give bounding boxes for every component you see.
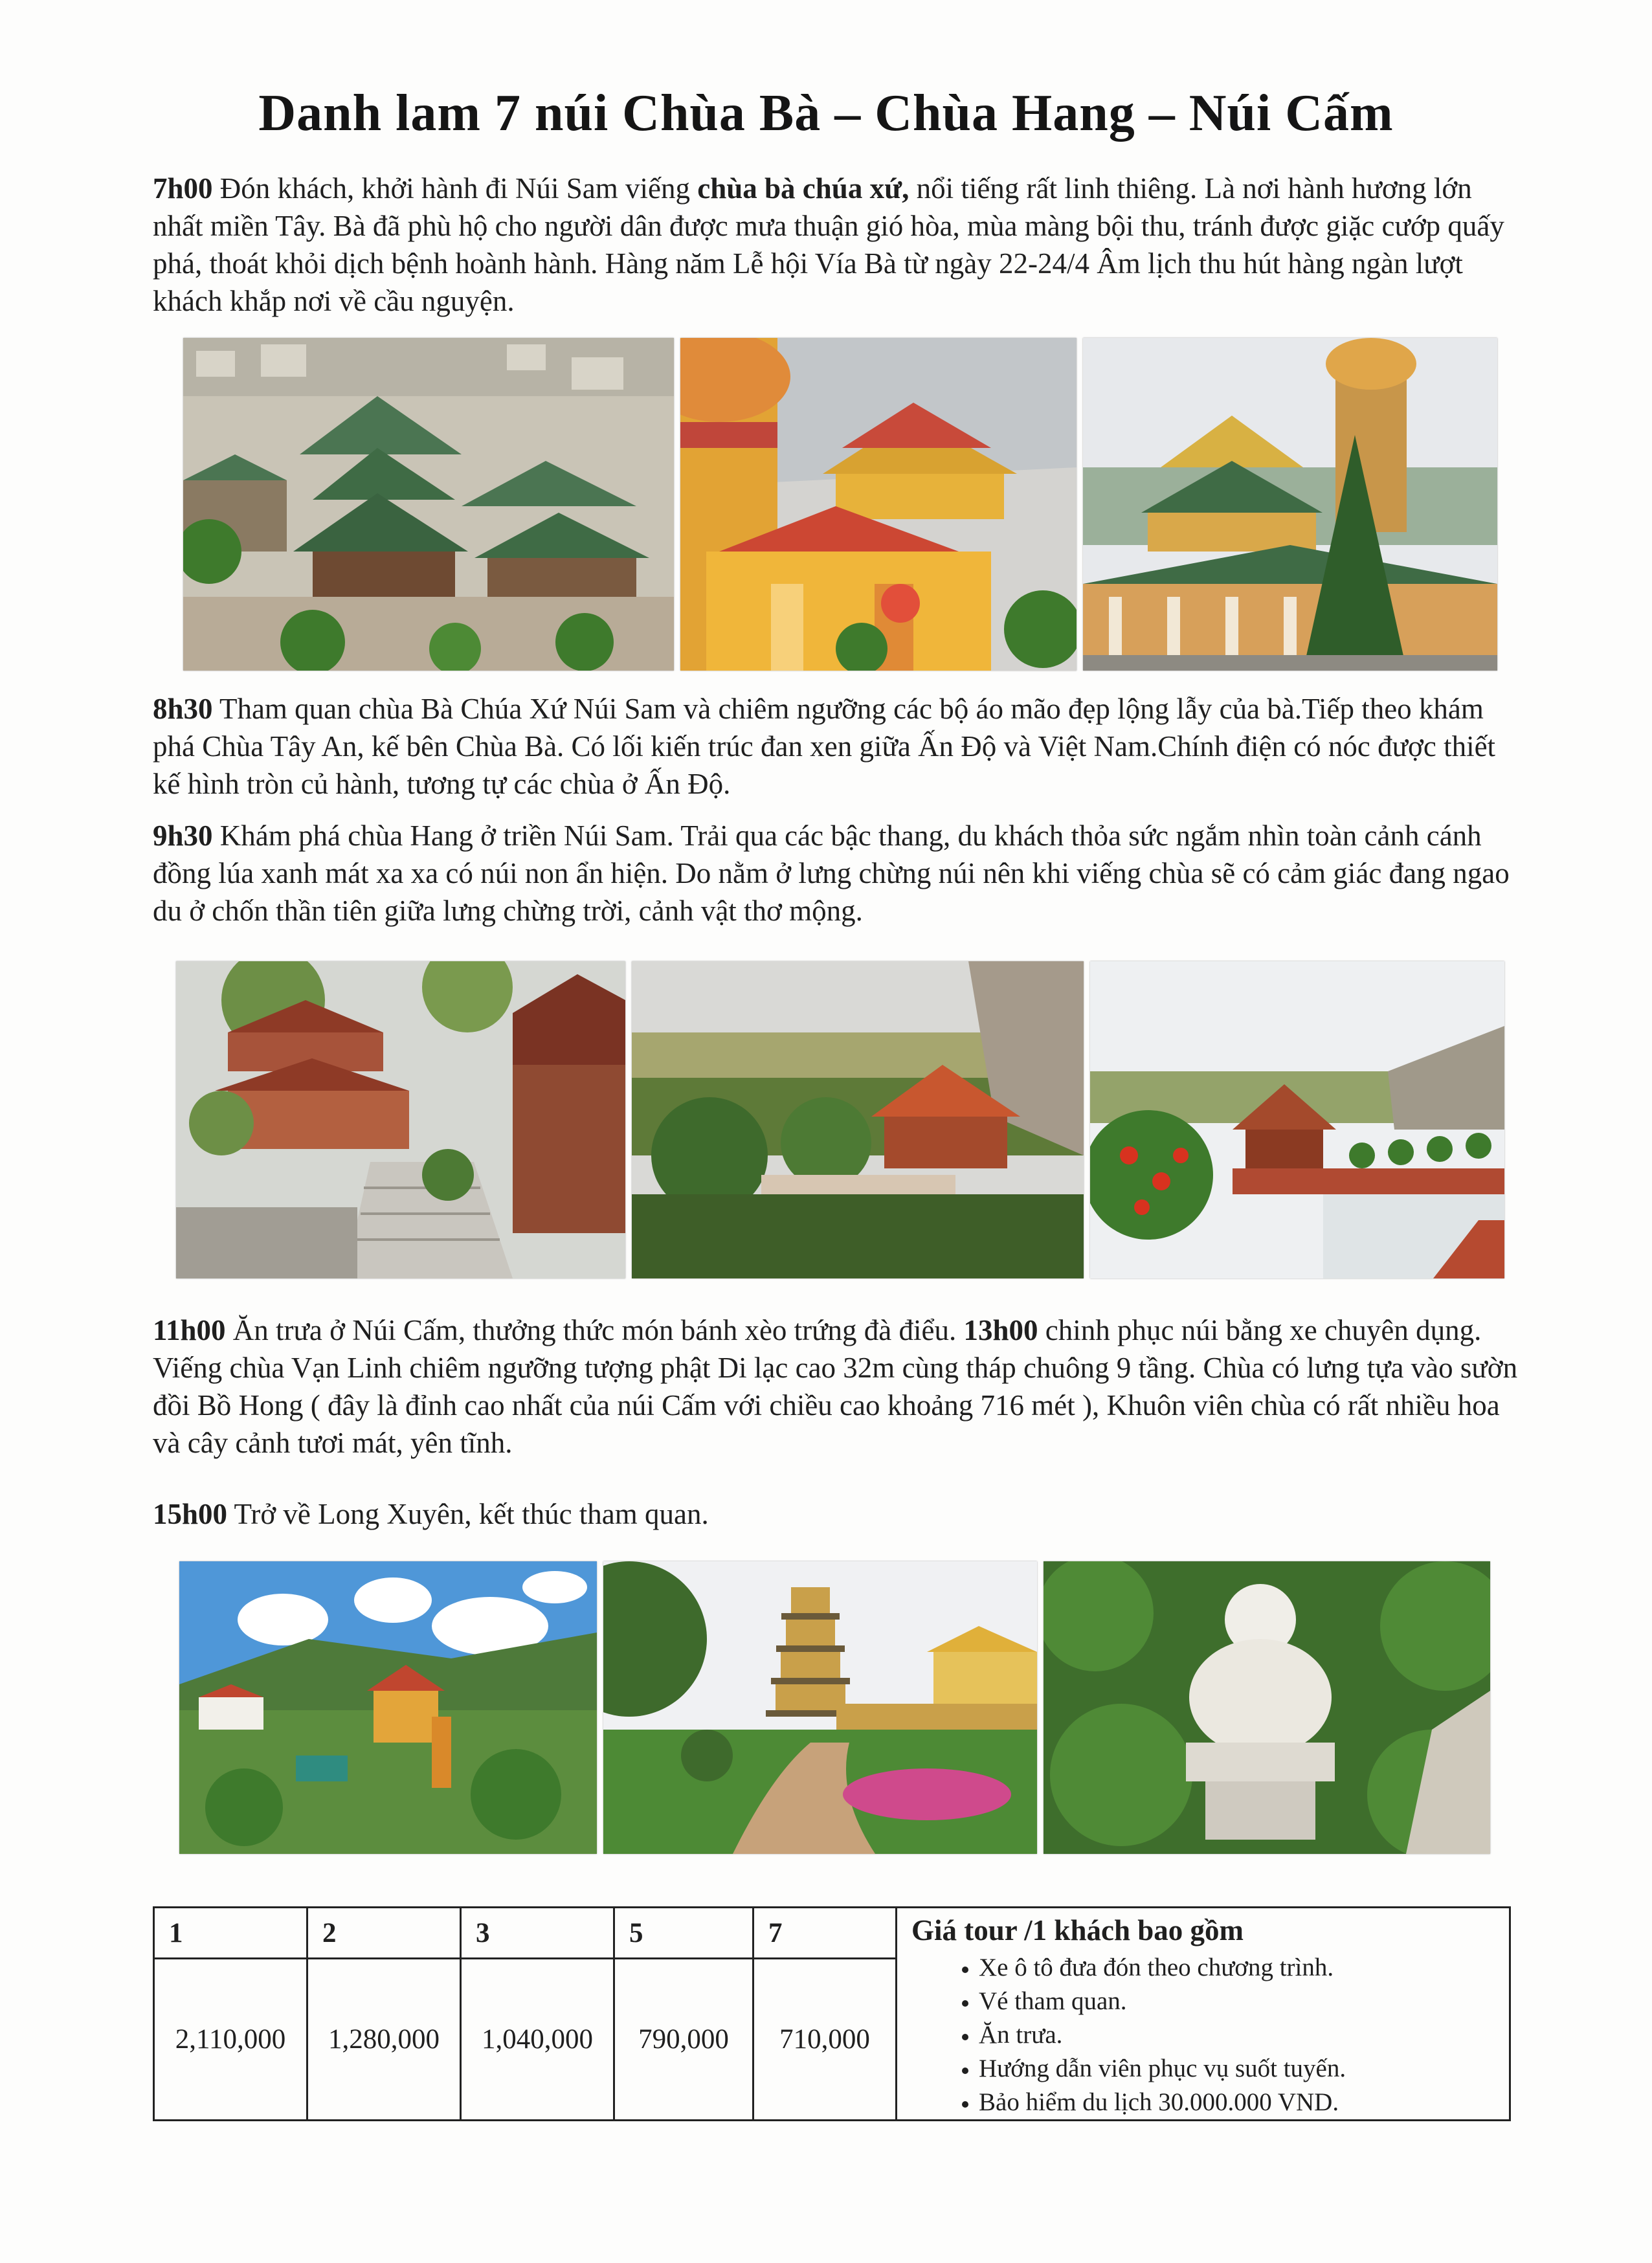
schedule-text: Ăn trưa ở Núi Cấm, thưởng thức món bánh xèo trứng đà điểu.: [225, 1314, 964, 1346]
group-size-1-header: 1: [154, 1908, 307, 1959]
schedule-time: 13h00: [963, 1314, 1038, 1346]
photo-chua-hang-view: [632, 961, 1084, 1278]
price-table: [153, 1906, 1511, 2121]
price-cell: 1,040,000: [461, 1959, 614, 2121]
photo-van-linh-pagoda: [603, 1561, 1037, 1854]
schedule-time: 7h00: [153, 172, 213, 205]
page-title: Danh lam 7 núi Chùa Bà – Chùa Hang – Núi Cấm: [258, 85, 1394, 142]
include-item: • Vé tham quan.: [979, 1985, 1502, 2018]
tour-includes-title: Giá tour /1 khách bao gồm: [911, 1914, 1244, 1946]
group-size-5-header: 5: [614, 1908, 753, 1959]
schedule-highlight: chùa bà chúa xứ,: [697, 172, 910, 205]
include-item: • Ăn trưa.: [979, 2018, 1502, 2052]
group-size-2-header: 2: [307, 1908, 461, 1959]
include-item: • Bảo hiểm du lịch 30.000.000 VND.: [979, 2086, 1502, 2119]
group-size-3-header: 3: [461, 1908, 614, 1959]
photo-buddha-statue: [1044, 1561, 1490, 1854]
photo-tay-an-front: [1083, 338, 1497, 671]
schedule-item-7h00: [153, 170, 1520, 320]
schedule-item-9h30: [153, 817, 1520, 930]
photo-row-nui-cam: [179, 1561, 1490, 1854]
photo-row-chua-hang: [176, 961, 1504, 1278]
photo-row-chua-ba: [183, 338, 1497, 671]
photo-chua-ba-aerial: [183, 338, 674, 671]
schedule-time: 11h00: [153, 1314, 226, 1346]
schedule-time: 8h30: [153, 693, 213, 725]
schedule-text: chinh phục núi bằng xe chuyên dụng. Viếng chùa Vạn Linh chiêm ngưỡng tượng phật Di lạc cao 32m cùng tháp chuông 9 tầng. Chùa có lưng tựa vào sườn đồi Bồ Hong ( đây là đỉnh cao nhất của núi Cấm với chiều cao khoảng 716 mét ), Khuôn viên chùa có rất nhiều hoa và cây cảnh tươi mát, yên tĩnh.: [153, 1314, 1518, 1459]
include-item: • Hướng dẫn viên phục vụ suốt tuyến.: [979, 2052, 1502, 2086]
photo-nui-cam-landscape: [179, 1561, 597, 1854]
schedule-text: Khám phá chùa Hang ở triền Núi Sam. Trải qua các bậc thang, du khách thỏa sức ngắm nhìn toàn cảnh cánh đồng lúa xanh mát xa xa có núi non ẩn hiện. Do nằm ở lưng chừng núi nên khi viếng chùa sẽ có cảm giác đang ngao du ở chốn thần tiên giữa lưng chừng trời, cảnh vật thơ mộng.: [153, 819, 1510, 927]
schedule-text: Trở về Long Xuyên, kết thúc tham quan.: [227, 1498, 709, 1530]
photo-chua-hang-stairs: [176, 961, 625, 1278]
include-item: • Xe ô tô đưa đón theo chương trình.: [979, 1951, 1502, 1985]
price-cell: 1,280,000: [307, 1959, 461, 2121]
schedule-item-11h00: [153, 1311, 1520, 1462]
schedule-time: 9h30: [153, 819, 213, 852]
schedule-item-8h30: [153, 690, 1520, 803]
group-size-7-header: 7: [753, 1908, 897, 1959]
tour-includes: [897, 1908, 1510, 2121]
schedule-time: 15h00: [153, 1498, 228, 1530]
photo-chua-hang-pavilion: [1090, 961, 1504, 1278]
price-table-header-row: [154, 1908, 1510, 1959]
schedule-item-15h00: [153, 1495, 1520, 1533]
schedule-text: Đón khách, khởi hành đi Núi Sam viếng: [212, 172, 698, 205]
price-cell: 710,000: [753, 1959, 897, 2121]
price-cell: 790,000: [614, 1959, 753, 2121]
photo-tay-an-temple: [680, 338, 1077, 671]
tour-includes-list: [911, 1951, 1502, 2119]
schedule-text: nổi tiếng rất linh thiêng. Là nơi hành hương lớn nhất miền Tây. Bà đã phù hộ cho người dân được mưa thuận gió hòa, mùa màng bội thu, tránh được giặc cướp quấy phá, thoát khỏi dịch bệnh hoành hành. Hàng năm Lễ hội Vía Bà từ ngày 22-24/4 Âm lịch thu hút hàng ngàn lượt khách khắp nơi về cầu nguyện.: [153, 172, 1504, 317]
price-cell: 2,110,000: [154, 1959, 307, 2121]
schedule-text: Tham quan chùa Bà Chúa Xứ Núi Sam và chiêm ngưỡng các bộ áo mão đẹp lộng lẫy của bà.Tiếp theo khám phá Chùa Tây An, kế bên Chùa Bà. Có lối kiến trúc đan xen giữa Ấn Độ và Việt Nam.Chính điện có nóc được thiết kế hình tròn củ hành, tương tự các chùa ở Ấn Độ.: [153, 693, 1496, 800]
